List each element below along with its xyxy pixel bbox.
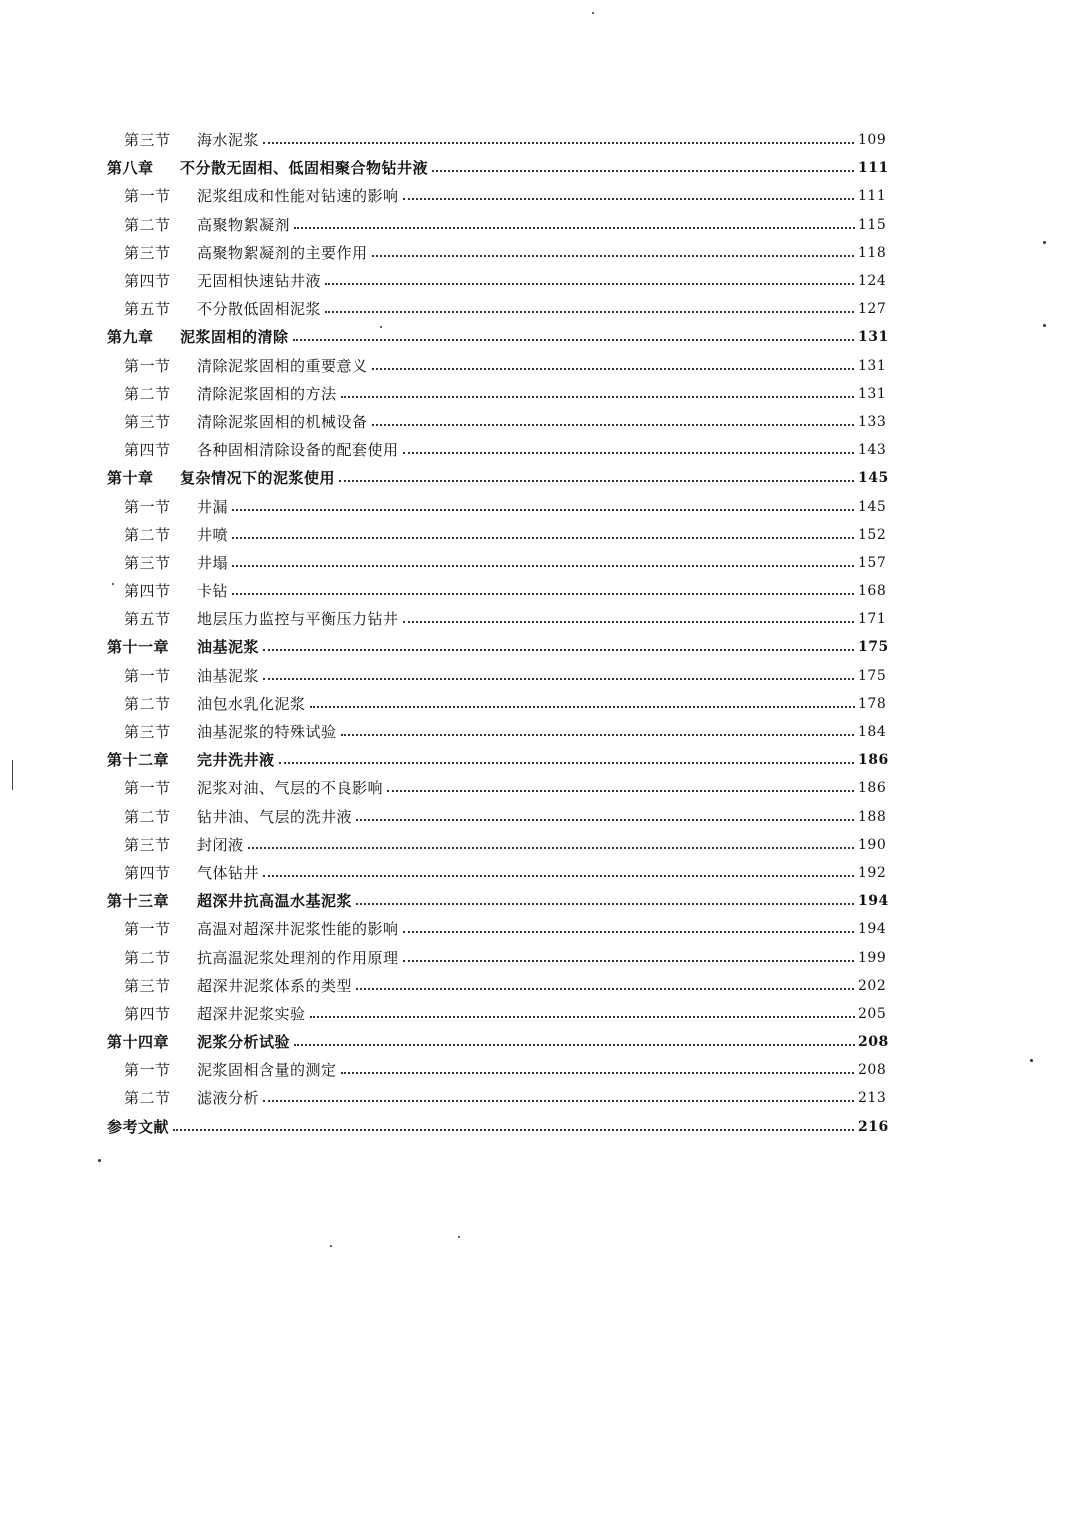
section-title: 油基泥浆的特殊试验 <box>197 718 341 746</box>
page-number: 171 <box>856 605 890 633</box>
toc-section-row[interactable] <box>0 718 1080 746</box>
section-number: 第三节 <box>124 553 171 572</box>
page-number: 157 <box>856 549 890 577</box>
binding-mark <box>12 760 13 790</box>
page-number: 115 <box>856 211 890 239</box>
section-title: 油基泥浆 <box>197 662 263 690</box>
dot-leader <box>403 452 858 454</box>
page-number: 216 <box>856 1113 890 1141</box>
scan-speck <box>1043 241 1046 244</box>
section-number: 第一节 <box>124 1061 171 1080</box>
dot-leader <box>356 819 858 821</box>
chapter-number: 第十四章 <box>107 1033 170 1052</box>
page-number: 208 <box>856 1028 890 1056</box>
section-title: 油包水乳化泥浆 <box>197 690 310 718</box>
section-number: 第二节 <box>124 694 171 713</box>
section-number: 第二节 <box>124 215 171 234</box>
toc-section-row[interactable] <box>0 972 1080 1000</box>
dot-leader <box>372 424 858 426</box>
section-number: 第三节 <box>124 723 171 742</box>
section-number: 第一节 <box>124 187 171 206</box>
section-number: 第二节 <box>124 525 171 544</box>
section-number: 第四节 <box>124 441 171 460</box>
page-number: 131 <box>856 380 890 408</box>
dot-leader <box>432 170 858 172</box>
toc-chapter-row[interactable] <box>0 1113 1080 1141</box>
section-title: 封闭液 <box>197 831 248 859</box>
page-number: 131 <box>856 323 890 351</box>
page-number: 199 <box>856 944 890 972</box>
section-title: 钻井油、气层的洗井液 <box>197 803 356 831</box>
dot-leader <box>310 706 858 708</box>
toc-section-row[interactable] <box>0 267 1080 295</box>
section-title: 海水泥浆 <box>197 126 263 154</box>
page-number: 145 <box>856 493 890 521</box>
dot-leader <box>403 960 858 962</box>
dot-leader <box>263 678 858 680</box>
dot-leader <box>403 198 858 200</box>
page-number: 131 <box>856 352 890 380</box>
section-title: 清除泥浆固相的重要意义 <box>197 352 372 380</box>
toc-section-row[interactable] <box>0 492 1080 520</box>
toc-section-row[interactable] <box>0 577 1080 605</box>
page-number: 194 <box>856 887 890 915</box>
page-number: 205 <box>856 1000 890 1028</box>
dot-leader <box>403 931 858 933</box>
dot-leader <box>310 1016 858 1018</box>
toc-chapter-row[interactable] <box>0 633 1080 661</box>
dot-leader <box>279 762 858 764</box>
section-number: 第一节 <box>124 497 171 516</box>
toc-section-row[interactable] <box>0 408 1080 436</box>
page-number: 190 <box>856 831 890 859</box>
dot-leader <box>341 396 858 398</box>
section-title: 卡钻 <box>197 577 232 605</box>
page-number: 175 <box>856 633 890 661</box>
page-number: 186 <box>856 774 890 802</box>
page-number: 168 <box>856 577 890 605</box>
page-number: 152 <box>856 521 890 549</box>
scan-speck <box>112 583 114 585</box>
section-number: 第一节 <box>124 920 171 939</box>
section-title: 各种固相清除设备的配套使用 <box>197 436 403 464</box>
section-number: 第三节 <box>124 976 171 995</box>
toc-section-row[interactable] <box>0 436 1080 464</box>
section-title: 井喷 <box>197 521 232 549</box>
chapter-number: 第十一章 <box>107 638 170 657</box>
scan-speck <box>380 326 382 328</box>
toc-section-row[interactable] <box>0 1084 1080 1112</box>
dot-leader <box>248 847 858 849</box>
section-title: 井漏 <box>197 493 232 521</box>
page-number: 184 <box>856 718 890 746</box>
dot-leader <box>263 142 858 144</box>
scan-speck <box>458 1236 460 1238</box>
toc-chapter-row[interactable] <box>0 746 1080 774</box>
chapter-number: 第八章 <box>107 159 154 178</box>
toc-section-row[interactable] <box>0 774 1080 802</box>
toc-section-row[interactable] <box>0 859 1080 887</box>
page-number: 194 <box>856 915 890 943</box>
toc-section-row[interactable] <box>0 943 1080 971</box>
section-number: 第一节 <box>124 779 171 798</box>
section-title: 气体钻井 <box>197 859 263 887</box>
section-title: 泥浆固相含量的测定 <box>197 1056 341 1084</box>
section-number: 第三节 <box>124 243 171 262</box>
page-number: 213 <box>856 1084 890 1112</box>
toc-section-row[interactable] <box>0 239 1080 267</box>
section-title: 地层压力监控与平衡压力钻井 <box>197 605 403 633</box>
toc-section-row[interactable] <box>0 803 1080 831</box>
toc-section-row[interactable] <box>0 211 1080 239</box>
section-number: 第四节 <box>124 863 171 882</box>
dot-leader <box>294 227 858 229</box>
chapter-title: 参考文献 <box>107 1113 173 1141</box>
page-number: 178 <box>856 690 890 718</box>
chapter-title: 完井洗井液 <box>197 746 279 774</box>
page-number: 175 <box>856 662 890 690</box>
section-number: 第五节 <box>124 300 171 319</box>
dot-leader <box>341 1072 858 1074</box>
section-number: 第四节 <box>124 1004 171 1023</box>
dot-leader <box>293 339 858 341</box>
scan-speck <box>592 12 594 14</box>
dot-leader <box>263 649 858 651</box>
section-number: 第三节 <box>124 131 171 150</box>
chapter-number: 第九章 <box>107 328 154 347</box>
page-number: 109 <box>856 126 890 154</box>
dot-leader <box>372 368 858 370</box>
toc-section-row[interactable] <box>0 1056 1080 1084</box>
toc-section-row[interactable] <box>0 690 1080 718</box>
toc-section-row[interactable] <box>0 1000 1080 1028</box>
section-number: 第四节 <box>124 582 171 601</box>
page-number: 111 <box>856 154 890 182</box>
section-title: 抗高温泥浆处理剂的作用原理 <box>197 944 403 972</box>
section-title: 超深井泥浆实验 <box>197 1000 310 1028</box>
chapter-number: 第十二章 <box>107 751 170 770</box>
section-number: 第三节 <box>124 835 171 854</box>
section-number: 第三节 <box>124 412 171 431</box>
section-title: 高聚物絮凝剂的主要作用 <box>197 239 372 267</box>
page-number: 118 <box>856 239 890 267</box>
page-number: 133 <box>856 408 890 436</box>
section-number: 第二节 <box>124 1089 171 1108</box>
page-number: 143 <box>856 436 890 464</box>
page-number: 127 <box>856 295 890 323</box>
dot-leader <box>173 1129 858 1131</box>
section-title: 清除泥浆固相的方法 <box>197 380 341 408</box>
dot-leader <box>387 790 858 792</box>
toc-chapter-row[interactable] <box>0 323 1080 351</box>
toc-section-row[interactable] <box>0 126 1080 154</box>
section-title: 超深井泥浆体系的类型 <box>197 972 356 1000</box>
page-number: 208 <box>856 1056 890 1084</box>
toc-chapter-row[interactable] <box>0 887 1080 915</box>
toc-section-row[interactable] <box>0 831 1080 859</box>
dot-leader <box>356 988 858 990</box>
section-title: 清除泥浆固相的机械设备 <box>197 408 372 436</box>
toc-section-row[interactable] <box>0 352 1080 380</box>
chapter-title: 泥浆固相的清除 <box>180 323 293 351</box>
chapter-title: 不分散无固相、低固相聚合物钻井液 <box>180 154 432 182</box>
section-number: 第二节 <box>124 384 171 403</box>
toc-section-row[interactable] <box>0 380 1080 408</box>
toc-chapter-row[interactable] <box>0 464 1080 492</box>
page-number: 145 <box>856 464 890 492</box>
section-title: 不分散低固相泥浆 <box>197 295 325 323</box>
dot-leader <box>294 1044 858 1046</box>
page-number: 192 <box>856 859 890 887</box>
scan-speck <box>1030 1059 1033 1062</box>
section-title: 无固相快速钻井液 <box>197 267 325 295</box>
page-number: 186 <box>856 746 890 774</box>
toc-section-row[interactable] <box>0 182 1080 210</box>
dot-leader <box>232 509 858 511</box>
chapter-title: 超深井抗高温水基泥浆 <box>197 887 356 915</box>
dot-leader <box>232 537 858 539</box>
section-number: 第一节 <box>124 356 171 375</box>
section-title: 滤液分析 <box>197 1084 263 1112</box>
toc-section-row[interactable] <box>0 295 1080 323</box>
toc-section-row[interactable] <box>0 549 1080 577</box>
scan-speck <box>98 1159 101 1162</box>
scan-speck <box>1043 324 1046 327</box>
dot-leader <box>232 565 858 567</box>
section-title: 泥浆对油、气层的不良影响 <box>197 774 387 802</box>
page-number: 202 <box>856 972 890 1000</box>
section-title: 高温对超深井泥浆性能的影响 <box>197 915 403 943</box>
section-number: 第五节 <box>124 610 171 629</box>
page-number: 124 <box>856 267 890 295</box>
section-number: 第四节 <box>124 272 171 291</box>
chapter-number: 第十章 <box>107 469 154 488</box>
scan-speck <box>330 1245 332 1247</box>
dot-leader <box>325 311 858 313</box>
page-number: 188 <box>856 803 890 831</box>
chapter-title: 复杂情况下的泥浆使用 <box>180 464 339 492</box>
chapter-title: 泥浆分析试验 <box>197 1028 294 1056</box>
dot-leader <box>325 283 858 285</box>
dot-leader <box>372 255 858 257</box>
dot-leader <box>403 621 858 623</box>
dot-leader <box>339 480 858 482</box>
toc-section-row[interactable] <box>0 662 1080 690</box>
dot-leader <box>232 593 858 595</box>
section-number: 第二节 <box>124 807 171 826</box>
chapter-title: 油基泥浆 <box>197 633 263 661</box>
dot-leader <box>263 1100 858 1102</box>
chapter-number: 第十三章 <box>107 892 170 911</box>
toc-chapter-row[interactable] <box>0 1028 1080 1056</box>
toc-section-row[interactable] <box>0 605 1080 633</box>
section-title: 井塌 <box>197 549 232 577</box>
dot-leader <box>341 734 858 736</box>
table-of-contents <box>0 126 1080 1141</box>
dot-leader <box>263 875 858 877</box>
section-title: 泥浆组成和性能对钻速的影响 <box>197 182 403 210</box>
dot-leader <box>356 903 858 905</box>
section-title: 高聚物絮凝剂 <box>197 211 294 239</box>
section-number: 第一节 <box>124 666 171 685</box>
page-number: 111 <box>856 182 890 210</box>
section-number: 第二节 <box>124 948 171 967</box>
toc-section-row[interactable] <box>0 521 1080 549</box>
toc-section-row[interactable] <box>0 915 1080 943</box>
toc-chapter-row[interactable] <box>0 154 1080 182</box>
